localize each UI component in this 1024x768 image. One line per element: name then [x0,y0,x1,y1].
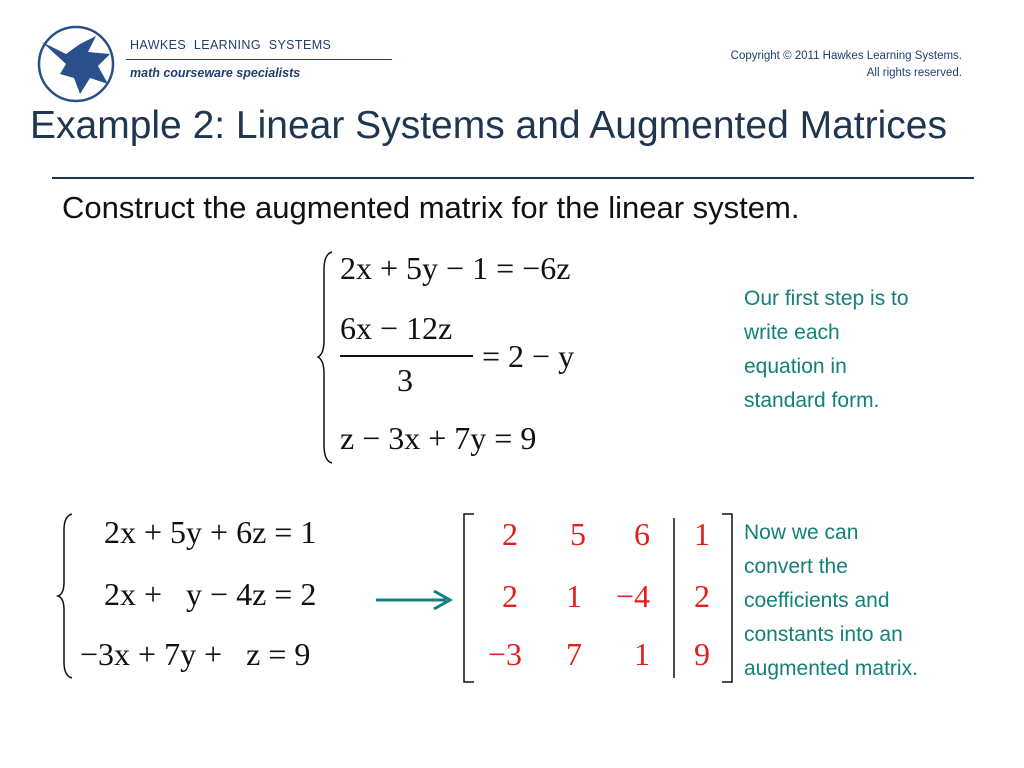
standard-system-brace [56,512,76,680]
arrow-right-icon [374,588,454,612]
company-name: HAWKES LEARNING SYSTEMS [130,38,332,52]
matrix-entry: 1 [694,516,710,552]
step2-line: augmented matrix. [744,657,918,680]
step2-line: coefficients and [744,589,890,612]
original-eq2-numerator: 6x − 12z [340,310,453,346]
matrix-entry: 9 [694,636,710,672]
slide-title: Example 2: Linear Systems and Augmented Matrices [30,104,947,147]
matrix-entry: −3 [487,636,522,672]
matrix-entry: 7 [566,636,582,672]
matrix-entry: 2 [502,516,518,552]
matrix-entry: 6 [634,516,650,552]
step2-line: convert the [744,555,848,578]
original-system-brace [316,250,336,465]
original-eq3: z − 3x + 7y = 9 [340,420,537,456]
step1-note [744,282,909,418]
company-tagline: math courseware specialists [130,66,301,80]
hawkes-logo [36,24,122,104]
title-divider [52,177,974,179]
augmented-matrix [460,512,740,684]
step1-line: equation in [744,355,847,378]
matrix-entry: −4 [615,578,650,614]
step2-note [744,516,918,686]
instruction-text: Construct the augmented matrix for the linear system. [62,190,800,225]
matrix-entry: 1 [634,636,650,672]
original-eq2-right: = 2 − y [482,338,575,374]
matrix-entry: 2 [502,578,518,614]
original-eq2-denominator: 3 [397,362,413,398]
step2-line: Now we can [744,521,859,544]
matrix-entry: 2 [694,578,710,614]
standard-eq3: −3x + 7y + z = 9 [80,636,311,672]
matrix-entry: 5 [570,516,586,552]
copyright-line1: Copyright © 2011 Hawkes Learning Systems. [730,50,962,62]
fraction-bar [340,355,473,357]
brand-divider [126,59,392,60]
step1-line: Our first step is to [744,287,909,310]
matrix-entry: 1 [566,578,582,614]
step1-line: standard form. [744,389,880,412]
original-eq1: 2x + 5y − 1 = −6z [340,250,571,286]
copyright-line2: All rights reserved. [866,67,962,79]
standard-eq2: 2x + y − 4z = 2 [104,576,317,612]
step2-line: constants into an [744,623,903,646]
standard-eq1: 2x + 5y + 6z = 1 [104,514,317,550]
copyright [731,48,962,82]
step1-line: write each [744,321,840,344]
